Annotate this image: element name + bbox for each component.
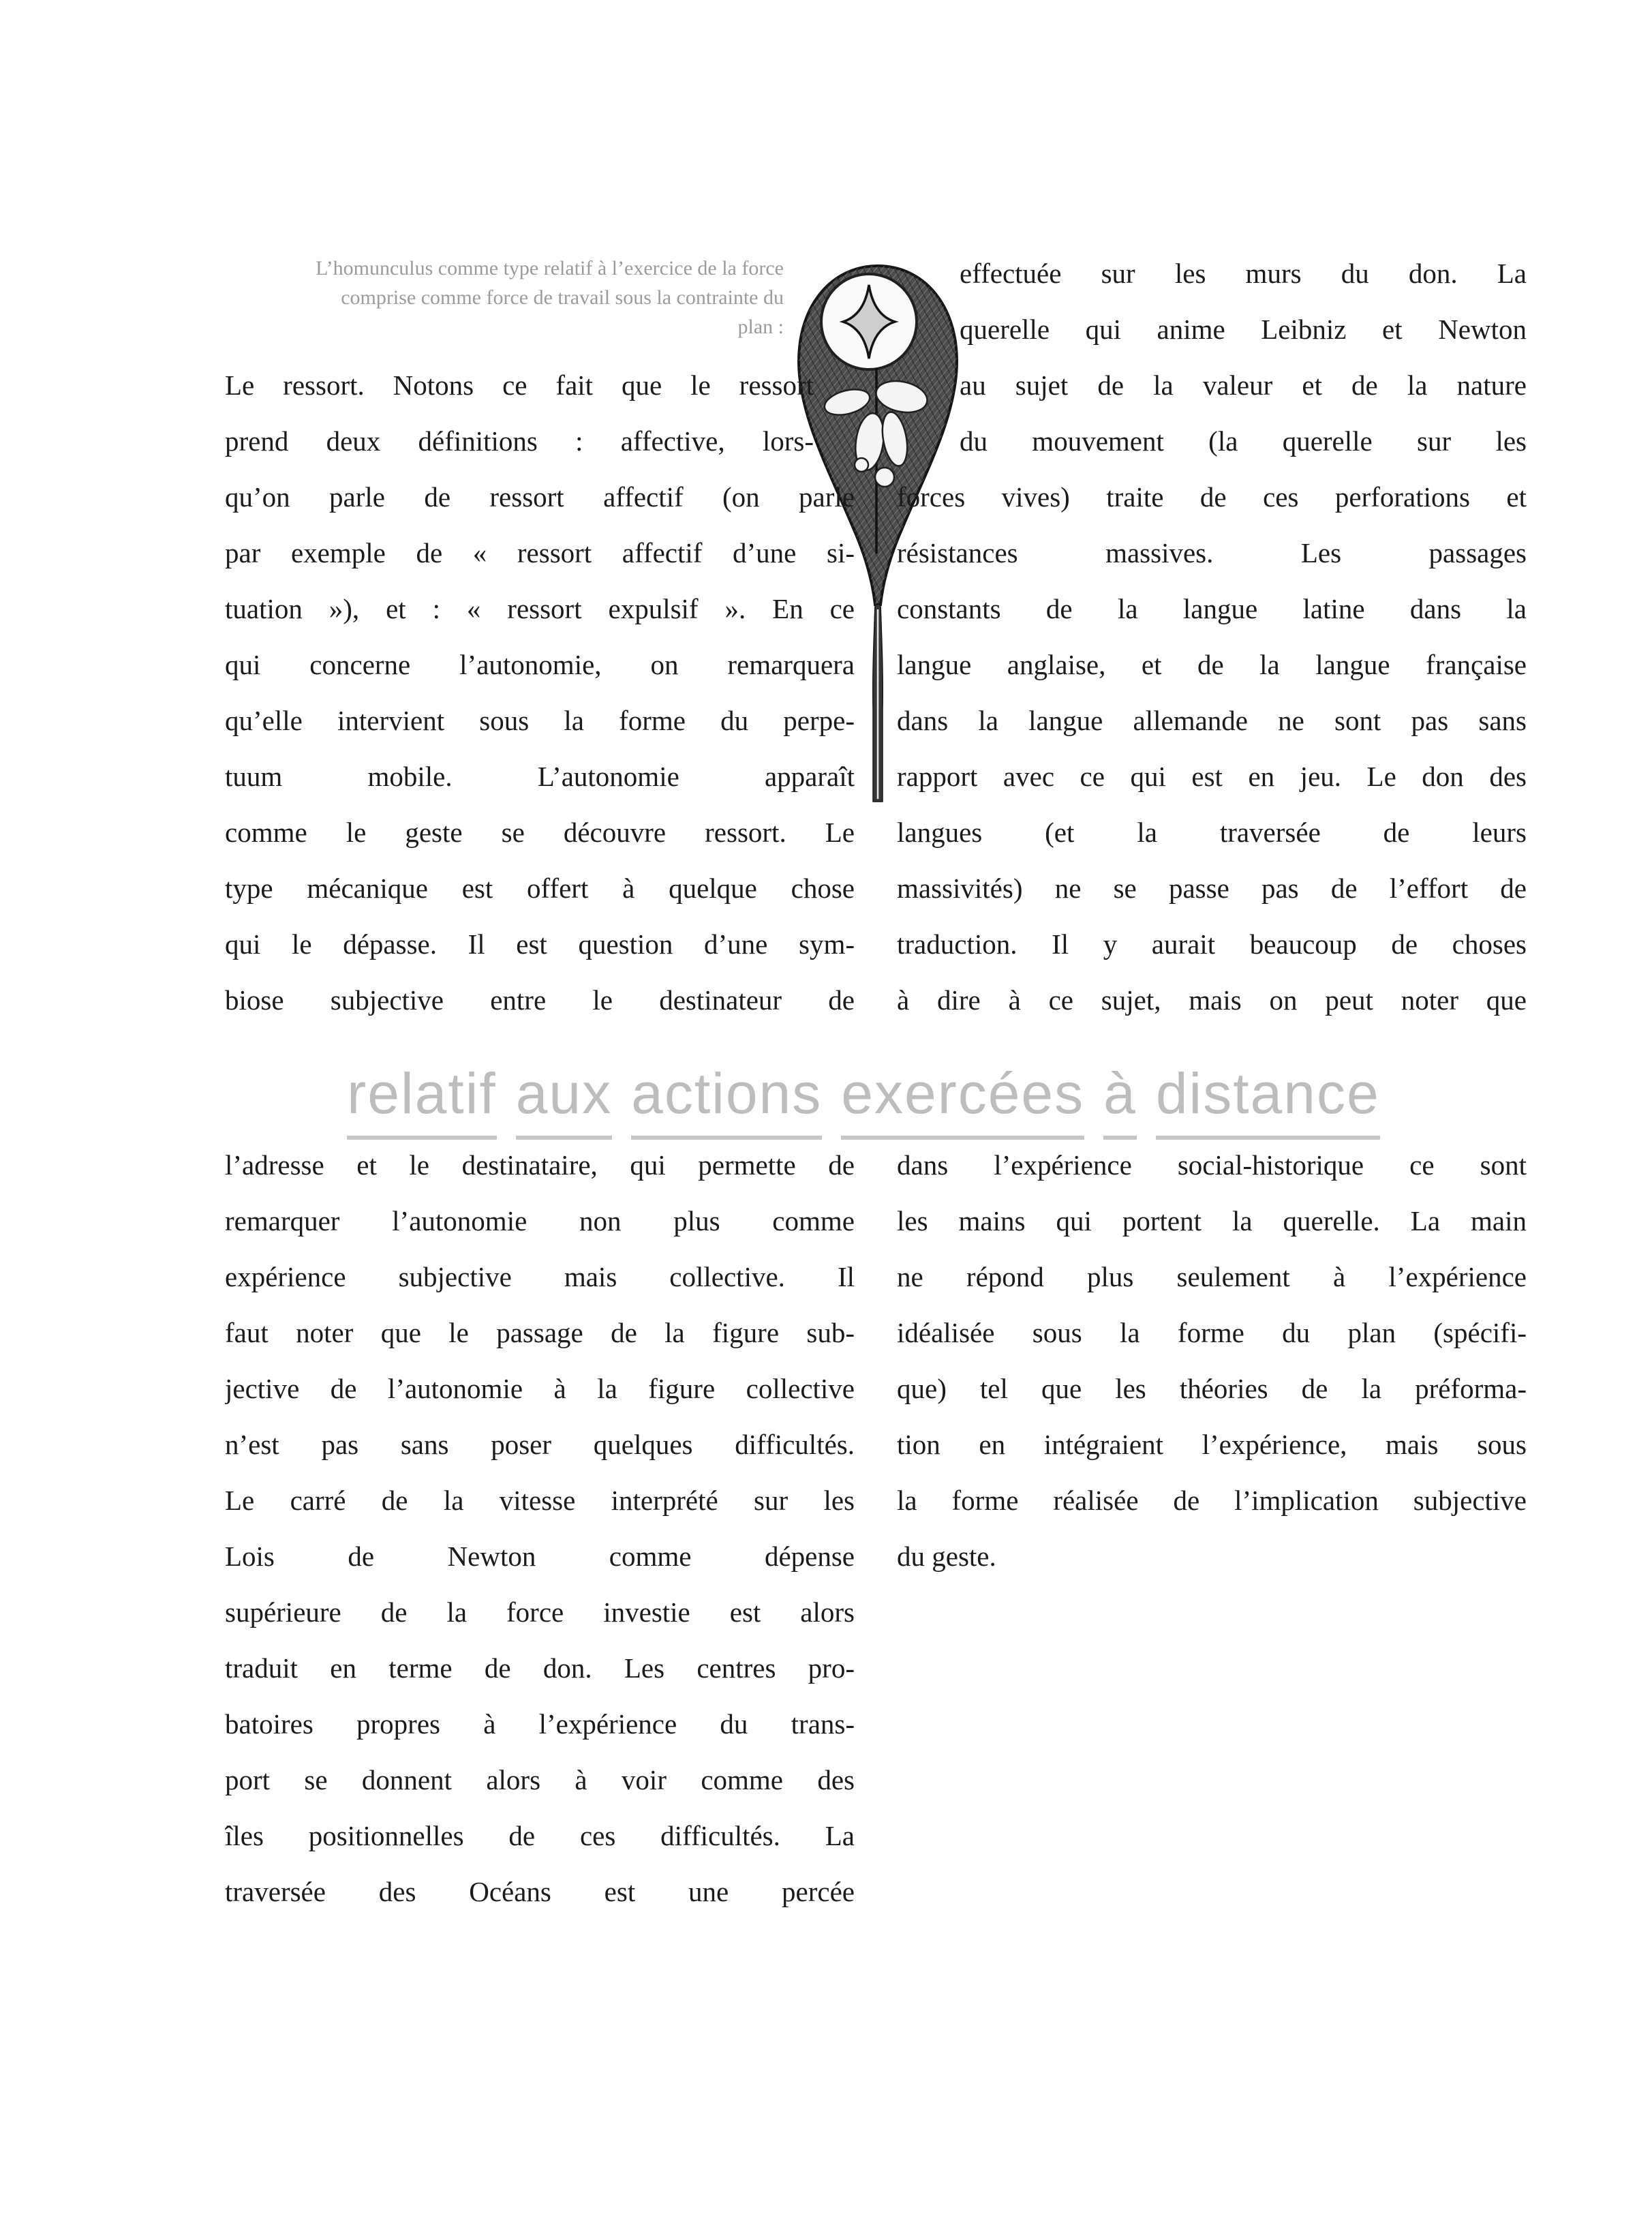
heading-word: actions	[631, 1061, 822, 1140]
left-column-bottom-lines	[225, 1137, 855, 1920]
text-line: résistances massives. Les passages	[897, 537, 1527, 568]
text-line: îles positionnelles de ces difficultés. La	[225, 1820, 855, 1851]
text-line: traduction. Il y aurait beaucoup de choses	[897, 928, 1527, 960]
text-line: expérience subjective mais collective. Il	[225, 1261, 855, 1292]
text-line: ne répond plus seulement à l’expérience	[897, 1261, 1527, 1292]
text-line: port se donnent alors à voir comme des	[225, 1764, 855, 1795]
text-line: par exemple de « ressort affectif d’une si-	[225, 537, 855, 568]
text-line: remarquer l’autonomie non plus comme	[225, 1205, 855, 1237]
text-line: à dire à ce sujet, mais on peut noter que	[897, 984, 1527, 1016]
text-line: idéalisée sous la forme du plan (spécifi-	[897, 1317, 1527, 1348]
text-line: qu’elle intervient sous la forme du perpe-	[225, 705, 855, 736]
text-line: querelle qui anime Leibniz et Newton	[960, 314, 1527, 345]
text-line: Lois de Newton comme dépense	[225, 1541, 855, 1572]
heading-word: aux	[516, 1061, 612, 1140]
text-line: supérieure de la force investie est alors	[225, 1596, 855, 1628]
heading-word: à	[1103, 1061, 1137, 1140]
text-line: du geste.	[897, 1541, 996, 1572]
text-line: Le ressort. Notons ce fait que le ressort	[225, 369, 814, 401]
text-line: du mouvement (la querelle sur les	[960, 425, 1527, 457]
text-line: traversée des Océans est une percée	[225, 1876, 855, 1907]
text-line: prend deux définitions : affective, lors-	[225, 425, 814, 457]
text-line: batoires propres à l’expérience du trans-	[225, 1708, 855, 1740]
heading-word: distance	[1156, 1061, 1380, 1140]
text-line: comme le geste se découvre ressort. Le	[225, 817, 855, 848]
text-line: l’adresse et le destinataire, qui permette de	[225, 1149, 855, 1181]
text-line: qui le dépasse. Il est question d’une sym-	[225, 928, 855, 960]
text-line: type mécanique est offert à quelque chose	[225, 873, 855, 904]
sperm-tail	[873, 605, 883, 802]
right-column-top	[897, 245, 1527, 1028]
left-column-top-lines	[225, 357, 855, 1028]
left-column-bottom	[225, 1137, 855, 1920]
text-line: Le carré de la vitesse interprété sur les	[225, 1485, 855, 1516]
figure-caption	[204, 254, 784, 342]
text-line: les mains qui portent la querelle. La main	[897, 1205, 1527, 1237]
heading-word: exercées	[841, 1061, 1084, 1140]
text-line: qui concerne l’autonomie, on remarquera	[225, 649, 855, 680]
text-line: traduit en terme de don. Les centres pro-	[225, 1652, 855, 1684]
section-heading	[0, 1061, 1652, 1140]
text-line: tion en intégraient l’expérience, mais sous	[897, 1429, 1527, 1460]
text-line: au sujet de la valeur et de la nature	[960, 369, 1527, 401]
text-line: que) tel que les théories de la préforma-	[897, 1373, 1527, 1404]
text-line: langues (et la traversée de leurs	[897, 817, 1527, 848]
text-line: biose subjective entre le destinateur de	[225, 984, 855, 1016]
right-column-bottom	[897, 1137, 1527, 1584]
text-line: qu’on parle de ressort affectif (on parle	[225, 481, 855, 513]
text-line: jective de l’autonomie à la figure collective	[225, 1373, 855, 1404]
right-column-bottom-lines	[897, 1137, 1527, 1584]
text-line: L’homunculus comme type relatif à l’exercice de la force	[316, 257, 784, 279]
text-line: faut noter que le passage de la figure sub-	[225, 1317, 855, 1348]
text-line: comprise comme force de travail sous la contrainte du	[341, 286, 784, 309]
text-line: dans la langue allemande ne sont pas sans	[897, 705, 1527, 736]
text-line: n’est pas sans poser quelques difficultés.	[225, 1429, 855, 1460]
text-line: tuum mobile. L’autonomie apparaît	[225, 761, 855, 792]
right-column-top-lines	[897, 245, 1527, 1028]
text-line: rapport avec ce qui est en jeu. Le don des	[897, 761, 1527, 792]
text-line: tuation »), et : « ressort expulsif ». En ce	[225, 593, 855, 624]
text-line: dans l’expérience social-historique ce sont	[897, 1149, 1527, 1181]
text-line: plan :	[737, 316, 784, 338]
text-line: langue anglaise, et de la langue française	[897, 649, 1527, 680]
text-line: constants de la langue latine dans la	[897, 593, 1527, 624]
heading-word: relatif	[347, 1061, 496, 1140]
text-line: massivités) ne se passe pas de l’effort de	[897, 873, 1527, 904]
text-line: la forme réalisée de l’implication subjective	[897, 1485, 1527, 1516]
figure-wrap-spacer	[814, 357, 855, 469]
left-column-top	[225, 357, 855, 1028]
text-line: forces vives) traite de ces perforations et	[897, 481, 1527, 513]
figure-wrap-spacer	[897, 245, 960, 469]
text-line: effectuée sur les murs du don. La	[960, 258, 1527, 289]
